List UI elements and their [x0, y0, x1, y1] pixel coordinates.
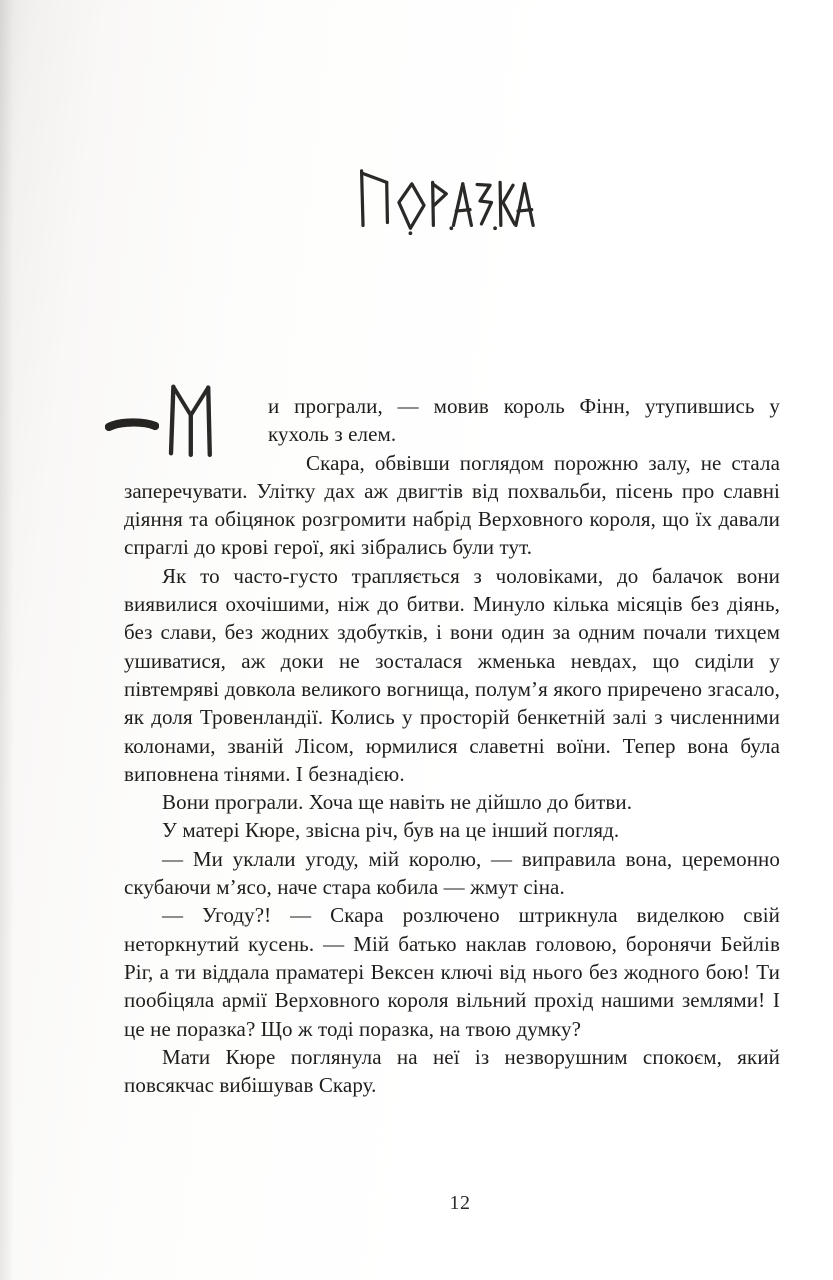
runic-title-art	[358, 164, 536, 238]
dropcap-letter-m	[162, 382, 218, 458]
page-number: 12	[449, 1192, 471, 1214]
paragraph: Вони програли. Хоча ще навіть не дійшло до битви.	[162, 790, 633, 815]
chapter-title	[358, 164, 536, 238]
paragraph: У матері Кюре, звісна річ, був на це інший погляд.	[162, 818, 620, 843]
paragraph: Як то часто-густо трапляється з чоловіками, до балачок вони виявилися охочішими, ніж до битви. Минуло кілька місяців без діянь, без слави, без жодних здобутків, і вони один за одним почали тихцем ушиватися, аж доки не зосталася жменька невдах, що сиділи у півтемряві довкола великого вогнища, полум’я якого приречено згасало, як доля Тровенландії. Колись у просторій бенкетній залі з численними колонами, званій Лісом, юрмилися славетні воїни. Тепер вона була виповнена тінями. І безнадією.	[124, 563, 780, 786]
dropcap-group	[124, 392, 268, 449]
paragraph: — Ми уклали угоду, мій королю, — виправила вона, церемонно скубаючи м’ясо, наче стара кобила — жмут сіна.	[124, 846, 780, 900]
paragraph: Скара, обвівши поглядом порожню залу, не стала заперечувати. Улітку дах аж двигтів від похвальби, пісень про славні діяння та обіцянок розгромити набрід Верховного короля, що їх давали спраглі до крові герої, які зібрались були тут.	[124, 450, 780, 560]
paragraph-text: и програли, — мовив король Фінн, утупившись у кухоль з елем.	[268, 394, 780, 447]
paragraph: Мати Кюре поглянула на неї із незворушним спокоєм, який повсякчас вибішував Скару.	[124, 1044, 780, 1098]
paragraph: — Угоду?! — Скара розлючено штрикнула виделкою свій неторкнутий кусень. — Мій батько наклав головою, боронячи Бейлів Ріг, а ти віддала праматері Вексен ключі від нього без жодного бою! Ти пообіцяла армії Верховного короля вільний прохід нашими землями! І це не поразка? Що ж тоді поразка, на твою думку?	[124, 903, 780, 1041]
text-block	[124, 392, 780, 1099]
paragraph-opening	[124, 392, 780, 449]
em-dash-glyph	[105, 417, 159, 433]
scan-gutter-shade	[0, 0, 14, 1280]
